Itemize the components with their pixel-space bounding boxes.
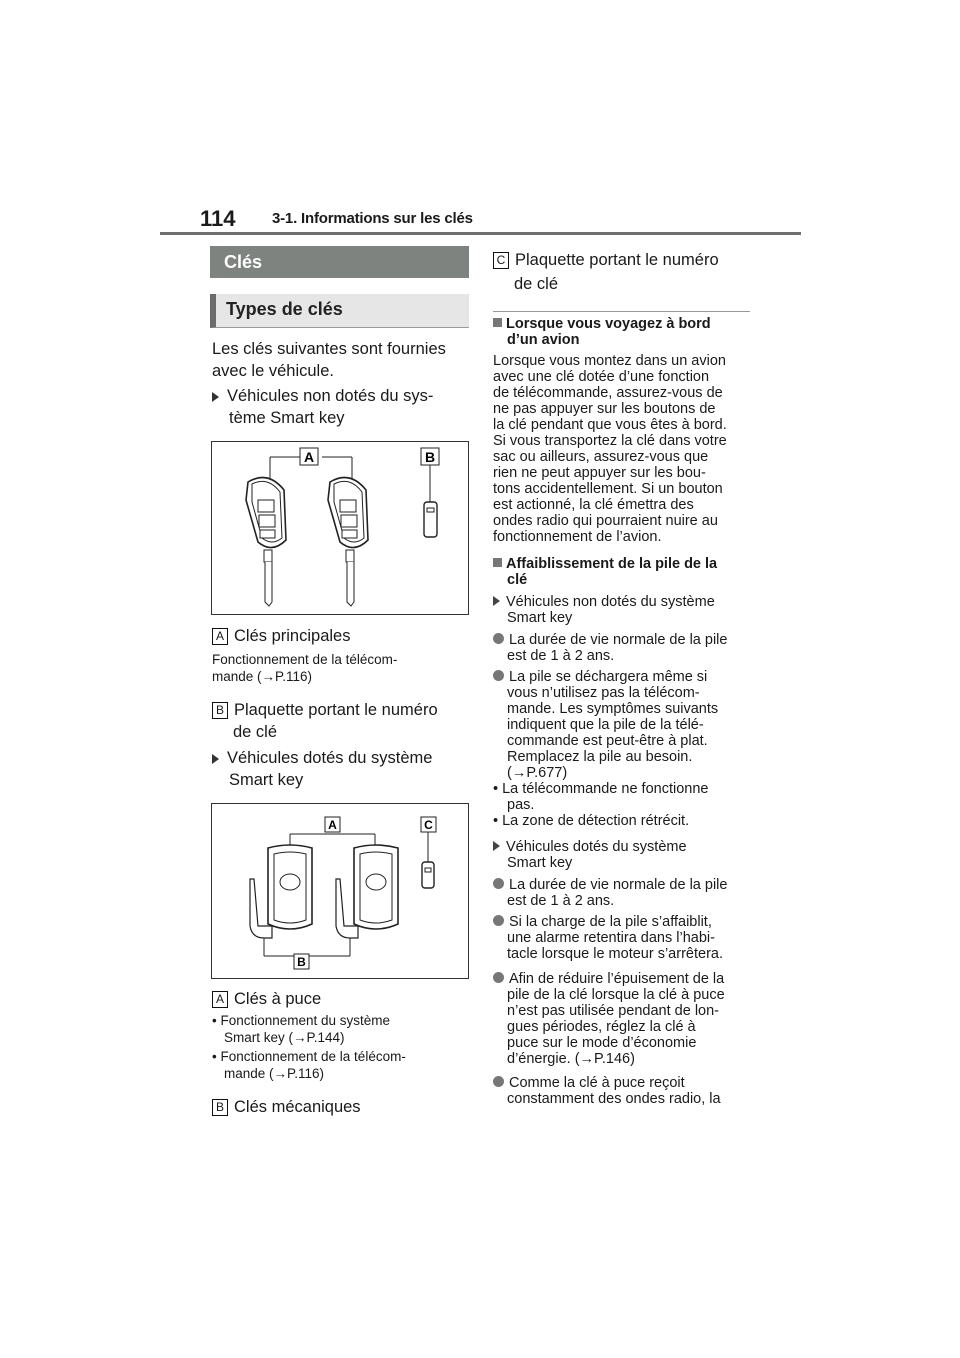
label-a-smart-keys: [212, 988, 321, 1010]
title-bar-label: Clés: [224, 252, 263, 272]
heading-line: Affaiblissement de la pile de la: [506, 556, 718, 572]
intro-text: [212, 338, 446, 382]
sub-smart: [493, 839, 687, 871]
callout-text: Plaquette portant le numéro: [515, 251, 719, 269]
bullet-battery-drain: [493, 669, 718, 829]
bullet-low-battery-alarm: [493, 914, 723, 962]
bullet-line: Comme la clé à puce reçoit: [509, 1075, 685, 1091]
heading-line: Lorsque vous voyagez à bord: [506, 316, 711, 332]
key-number-plate: [424, 502, 437, 537]
bullet-line: constamment des ondes radio, la: [507, 1091, 721, 1107]
subtitle-bar: [210, 294, 469, 328]
subheading-line: Smart key: [229, 771, 304, 789]
callout-a: A: [212, 628, 228, 645]
heading-airplane: [493, 316, 711, 348]
label-b-mechanical: [212, 1096, 361, 1118]
paragraph-line: la clé pendant que vous êtes à bord.: [493, 417, 727, 433]
callout-a: A: [212, 991, 228, 1008]
paragraph-line: avec une clé dotée d’une fonction: [493, 369, 710, 385]
bullet-radio-waves: [493, 1075, 721, 1107]
sub-non-smart: [493, 594, 715, 626]
paragraph-line: rien ne peut appuyer sur les bou-: [493, 465, 706, 481]
note-line: • Fonctionnement du système: [212, 1013, 391, 1028]
bullet-line: Si la charge de la pile s’affaiblit,: [509, 914, 712, 930]
smart-key-2: [336, 845, 398, 938]
paragraph-line: ne pas appuyer sur les boutons de: [493, 401, 716, 417]
paragraph-line: est actionné, la clé émettra des: [493, 497, 694, 513]
dot-bullet-icon: [493, 972, 504, 983]
title-bar: [210, 246, 469, 278]
note-line: Fonctionnement de la télécom-: [212, 652, 398, 667]
subheading-line: Smart key: [507, 855, 573, 871]
page-number: 114: [200, 206, 236, 231]
bullet-line: d’énergie. (→P.146): [507, 1051, 635, 1067]
paragraph-line: fonctionnement de l’avion.: [493, 529, 662, 545]
paragraph-line: ondes radio qui pourraient nuire au: [493, 513, 718, 529]
subtitle-bar-label: Types de clés: [226, 299, 343, 319]
callout-text: de clé: [233, 723, 278, 741]
callout-text: Clés à puce: [234, 990, 322, 1008]
smart-key-notes: [212, 1012, 406, 1082]
bullet-line: Afin de réduire l’épuisement de la: [509, 971, 725, 987]
bullet-line: commande est peut-être à plat.: [507, 733, 708, 749]
heading-line: d’un avion: [507, 332, 580, 348]
subheading-line: Smart key: [507, 610, 573, 626]
bullet-line: La durée de vie normale de la pile: [509, 632, 728, 648]
bullet-line: La durée de vie normale de la pile: [509, 877, 728, 893]
paragraph-line: tons accidentellement. Si un bouton: [493, 481, 723, 497]
label-a-main-keys: [212, 625, 350, 647]
bullet-line: vous n’utilisez pas la télécom-: [507, 685, 700, 701]
key-fob-2: [328, 478, 368, 607]
note-line: mande (→P.116): [212, 669, 313, 684]
bullet-line: une alarme retentira dans l’habi-: [507, 930, 715, 946]
symptom-line: pas.: [507, 797, 535, 813]
dot-bullet-icon: [493, 878, 504, 889]
bullet-line: gues périodes, réglez la clé à: [507, 1019, 696, 1035]
subheading-line: tème Smart key: [229, 409, 345, 427]
dot-bullet-icon: [493, 670, 504, 681]
intro-line: avec le véhicule.: [212, 362, 334, 380]
label-b-plate: [212, 699, 438, 743]
smart-key-1: [250, 845, 312, 938]
key-illustration: [212, 442, 468, 614]
callout-text: Plaquette portant le numéro: [234, 701, 438, 719]
bullet-power-saving: [493, 971, 725, 1067]
bullet-line: pile de la clé lorsque la clé à puce: [507, 987, 725, 1003]
fig1-label-b: B: [424, 449, 436, 465]
symptom-line: • La zone de détection rétrécit.: [493, 813, 690, 829]
callout-text: Clés principales: [234, 627, 351, 645]
header-rule: [160, 232, 801, 235]
paragraph-line: Lorsque vous montez dans un avion: [493, 353, 726, 369]
bullet-line: indiquent que la pile de la télé-: [507, 717, 704, 733]
symptom-line: • La télécommande ne fonctionne: [493, 781, 709, 797]
label-c-plate: [493, 249, 719, 295]
bullet-line: mande. Les symptômes suivants: [507, 701, 719, 717]
paragraph-line: de télécommande, assurez-vous de: [493, 385, 723, 401]
subheading-line: Véhicules non dotés du sys-: [227, 387, 434, 405]
subheading-line: Véhicules non dotés du système: [506, 594, 715, 610]
key-number-plate: [422, 862, 434, 888]
figure-keys-smart: [211, 803, 469, 979]
bullet-line: La pile se déchargera même si: [509, 669, 708, 685]
bullet-line: tacle lorsque le moteur s’arrêtera.: [507, 946, 723, 962]
right-column-rule: [493, 311, 750, 312]
bullet-battery-life-2: [493, 877, 727, 909]
fig2-label-b: B: [297, 955, 306, 969]
heading-battery: [493, 556, 717, 588]
note-line: Smart key (→P.144): [224, 1030, 345, 1045]
fig2-label-a: A: [328, 818, 337, 832]
heading-line: clé: [507, 572, 528, 588]
figure-keys-non-smart: [211, 441, 469, 615]
square-bullet-icon: [493, 558, 502, 567]
bullet-line: est de 1 à 2 ans.: [507, 893, 615, 909]
callout-c: C: [493, 252, 509, 269]
intro-line: Les clés suivantes sont fournies: [212, 340, 446, 358]
dot-bullet-icon: [493, 915, 504, 926]
dot-bullet-icon: [493, 1076, 504, 1087]
bullet-battery-life-1: [493, 632, 727, 664]
callout-b: B: [212, 702, 228, 719]
bullet-line: Remplacez la pile au besoin.: [507, 749, 693, 765]
dot-bullet-icon: [493, 633, 504, 644]
section-title: 3-1. Informations sur les clés: [272, 210, 473, 227]
callout-b: B: [212, 1099, 228, 1116]
bullet-line: n’est pas utilisée pendant de lon-: [507, 1003, 720, 1019]
callout-text: de clé: [514, 275, 559, 293]
square-bullet-icon: [493, 318, 502, 327]
fig1-label-a: A: [303, 449, 315, 465]
subheading-smart: [212, 747, 432, 791]
subheading-line: Véhicules dotés du système: [506, 839, 687, 855]
note-line: • Fonctionnement de la télécom-: [212, 1049, 406, 1064]
subheading-line: Véhicules dotés du système: [227, 749, 433, 767]
key-fob-1: [246, 478, 286, 607]
bullet-line: est de 1 à 2 ans.: [507, 648, 615, 664]
triangle-bullet-icon: [493, 596, 500, 606]
paragraph-line: sac ou ailleurs, assurez-vous que: [493, 449, 709, 465]
bullet-line: (→P.677): [507, 765, 568, 781]
smart-key-illustration: [212, 804, 468, 978]
triangle-bullet-icon: [212, 754, 219, 764]
fig2-label-c: C: [424, 818, 433, 832]
bullet-line: puce sur le mode d’économie: [507, 1035, 697, 1051]
airplane-paragraph: [493, 353, 727, 545]
triangle-bullet-icon: [212, 392, 219, 402]
subheading-non-smart: [212, 385, 433, 429]
note-line: mande (→P.116): [224, 1066, 325, 1081]
remote-note: [212, 651, 397, 685]
triangle-bullet-icon: [493, 841, 500, 851]
callout-text: Clés mécaniques: [234, 1098, 361, 1116]
paragraph-line: Si vous transportez la clé dans votre: [493, 433, 727, 449]
